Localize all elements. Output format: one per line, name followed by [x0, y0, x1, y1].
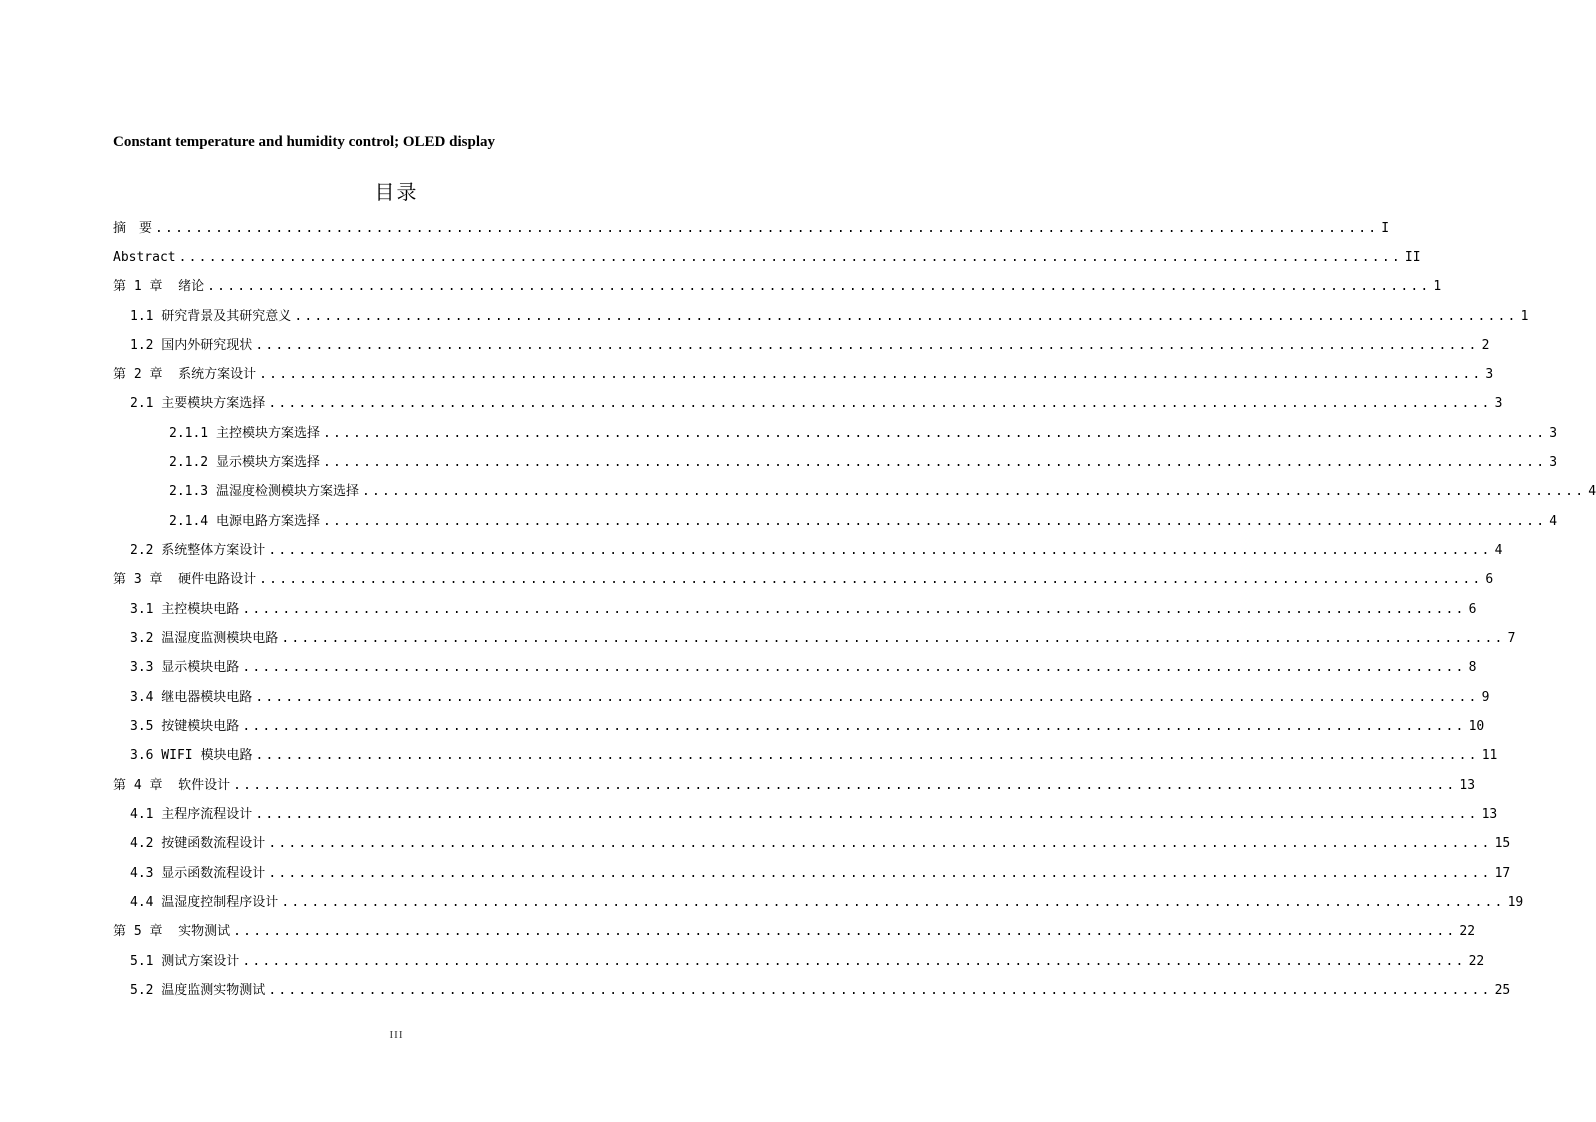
toc-entry-label: 4.2 按键函数流程设计 [130, 836, 266, 851]
toc-entry-label: 3.3 显示模块电路 [130, 660, 240, 675]
toc-entry-label: 3.6 WIFI 模块电路 [130, 748, 253, 763]
toc-entry-page: 10 [1468, 719, 1485, 734]
toc-entry[interactable] [113, 219, 1390, 239]
toc-leader-dots: .......................................................................................................................... [233, 778, 1457, 793]
toc-entry[interactable] [169, 453, 1558, 473]
toc-leader-dots: .......................................................................................................................... [281, 631, 1505, 646]
toc-entry-label: 第 1 章 绪论 [113, 279, 205, 294]
toc-leader-dots: .......................................................................................................................... [242, 660, 1466, 675]
toc-entry-page: 9 [1481, 690, 1490, 705]
toc-entry-label: 3.2 温湿度监测模块电路 [130, 631, 279, 646]
toc-entry-label: Abstract [113, 250, 176, 265]
toc-leader-dots: .......................................................................................................................... [294, 309, 1518, 324]
toc-entry-label: 2.2 系统整体方案设计 [130, 543, 266, 558]
toc-entry[interactable] [130, 600, 1477, 620]
toc-entry-page: 6 [1485, 572, 1494, 587]
toc-entry-label: 1.2 国内外研究现状 [130, 338, 253, 353]
toc-entry-page: 6 [1468, 602, 1477, 617]
toc-entry[interactable] [130, 336, 1490, 356]
toc-entry-label: 2.1 主要模块方案选择 [130, 396, 266, 411]
toc-entry-page: 4 [1494, 543, 1503, 558]
toc-entry-label: 第 2 章 系统方案设计 [113, 367, 257, 382]
toc-entry-label: 4.1 主程序流程设计 [130, 807, 253, 822]
toc-leader-dots: .......................................................................................................................... [268, 543, 1492, 558]
toc-entry-page: I [1381, 221, 1390, 236]
toc-entry[interactable] [113, 248, 1421, 268]
toc-entry[interactable] [130, 688, 1490, 708]
toc-entry[interactable] [130, 746, 1498, 766]
toc-entry-page: 3 [1494, 396, 1503, 411]
toc-entry-page: 1 [1433, 279, 1442, 294]
toc-entry-page: 3 [1485, 367, 1494, 382]
toc-entry-page: II [1404, 250, 1421, 265]
toc-leader-dots: .......................................................................................................................... [268, 983, 1492, 998]
toc-entry[interactable] [130, 307, 1529, 327]
toc-entry-label: 3.5 按键模块电路 [130, 719, 240, 734]
toc-entry-page: 25 [1494, 983, 1511, 998]
toc-entry[interactable] [169, 482, 1596, 502]
toc-entry-page: 2 [1481, 338, 1490, 353]
toc-entry-page: 22 [1459, 924, 1476, 939]
toc-title: 目录 [374, 180, 419, 204]
toc-entry-page: 4 [1549, 514, 1558, 529]
toc-leader-dots: .......................................................................................................................... [255, 338, 1479, 353]
toc-entry[interactable] [130, 834, 1511, 854]
toc-leader-dots: .......................................................................................................................... [268, 836, 1492, 851]
toc-leader-dots: .......................................................................................................................... [268, 396, 1492, 411]
toc-leader-dots: .......................................................................................................................... [268, 866, 1492, 881]
toc-entry[interactable] [130, 717, 1485, 737]
toc-leader-dots: .......................................................................................................................... [255, 690, 1479, 705]
toc-entry[interactable] [113, 570, 1494, 590]
toc-entry-page: 4 [1588, 484, 1596, 499]
toc-leader-dots: .......................................................................................................................... [242, 602, 1466, 617]
toc-entry[interactable] [130, 629, 1516, 649]
toc-entry-label: 第 4 章 软件设计 [113, 778, 231, 793]
toc-leader-dots: .......................................................................................................................... [155, 221, 1379, 236]
toc-entry[interactable] [130, 658, 1477, 678]
toc-entry-page: 8 [1468, 660, 1477, 675]
toc-entry-page: 19 [1507, 895, 1524, 910]
toc-entry[interactable] [130, 394, 1503, 414]
toc-entry-label: 5.1 测试方案设计 [130, 954, 240, 969]
toc-entry[interactable] [130, 981, 1511, 1001]
toc-entry-label: 1.1 研究背景及其研究意义 [130, 309, 292, 324]
keywords-line: Constant temperature and humidity control; OLED display [113, 134, 495, 150]
toc-entry[interactable] [169, 512, 1558, 532]
toc-entry[interactable] [113, 922, 1476, 942]
toc-entry-label: 第 5 章 实物测试 [113, 924, 231, 939]
toc-leader-dots: .......................................................................................................................... [322, 426, 1547, 441]
toc-entry[interactable] [130, 805, 1498, 825]
toc-entry-label: 2.1.3 温湿度检测模块方案选择 [169, 484, 359, 499]
toc-entry[interactable] [130, 952, 1485, 972]
toc-entry-label: 4.3 显示函数流程设计 [130, 866, 266, 881]
page-number-footer: III [389, 1029, 404, 1041]
toc-leader-dots: .......................................................................................................................... [242, 719, 1466, 734]
toc-leader-dots: .......................................................................................................................... [207, 279, 1431, 294]
toc-entry-label: 5.2 温度监测实物测试 [130, 983, 266, 998]
toc-entry-page: 22 [1468, 954, 1485, 969]
toc-entry-page: 15 [1494, 836, 1511, 851]
toc-entry-page: 17 [1494, 866, 1511, 881]
toc-entry-page: 3 [1549, 455, 1558, 470]
toc-leader-dots: .......................................................................................................................... [255, 748, 1479, 763]
toc-leader-dots: .......................................................................................................................... [233, 924, 1457, 939]
toc-entry[interactable] [130, 541, 1503, 561]
toc-entry[interactable] [130, 893, 1524, 913]
toc-entry[interactable] [113, 277, 1442, 297]
toc-entry-label: 第 3 章 硬件电路设计 [113, 572, 257, 587]
toc-leader-dots: .......................................................................................................................... [178, 250, 1402, 265]
toc-leader-dots: .......................................................................................................................... [322, 514, 1547, 529]
toc-entry-page: 7 [1507, 631, 1516, 646]
toc-entry-page: 11 [1481, 748, 1498, 763]
toc-entry-label: 2.1.1 主控模块方案选择 [169, 426, 320, 441]
toc-entry[interactable] [169, 424, 1558, 444]
toc-leader-dots: .......................................................................................................................... [361, 484, 1586, 499]
toc-entry-label: 2.1.2 显示模块方案选择 [169, 455, 320, 470]
toc-leader-dots: .......................................................................................................................... [259, 367, 1483, 382]
toc-leader-dots: .......................................................................................................................... [242, 954, 1466, 969]
toc-entry[interactable] [113, 776, 1476, 796]
toc-entry-page: 13 [1481, 807, 1498, 822]
toc-leader-dots: .......................................................................................................................... [322, 455, 1547, 470]
toc-entry[interactable] [113, 365, 1494, 385]
toc-leader-dots: .......................................................................................................................... [281, 895, 1505, 910]
toc-entry-page: 13 [1459, 778, 1476, 793]
toc-entry-label: 摘 要 [113, 221, 153, 236]
toc-entry[interactable] [130, 864, 1511, 884]
toc-entry-label: 3.4 继电器模块电路 [130, 690, 253, 705]
toc-entry-page: 1 [1520, 309, 1529, 324]
toc-leader-dots: .......................................................................................................................... [259, 572, 1483, 587]
toc-entry-label: 2.1.4 电源电路方案选择 [169, 514, 320, 529]
toc-entry-label: 3.1 主控模块电路 [130, 602, 240, 617]
toc-leader-dots: .......................................................................................................................... [255, 807, 1479, 822]
toc-entry-label: 4.4 温湿度控制程序设计 [130, 895, 279, 910]
toc-entry-page: 3 [1549, 426, 1558, 441]
